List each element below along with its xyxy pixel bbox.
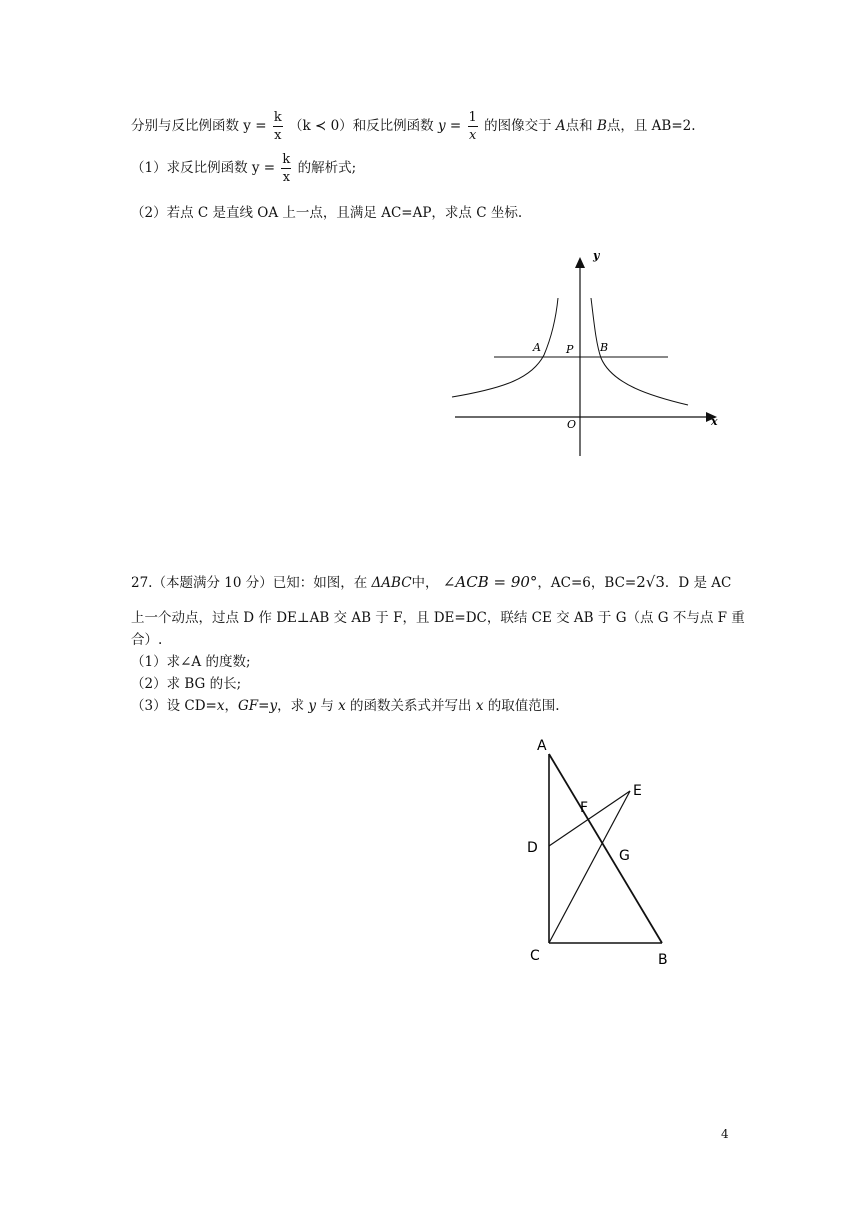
point-b-label: B xyxy=(600,341,609,354)
problem26-question1 xyxy=(131,153,356,184)
text: ，求 xyxy=(277,698,305,714)
problem27-line1 xyxy=(131,571,731,591)
angle-notation: ∠ACB = 90° xyxy=(442,573,538,591)
problem26-line1 xyxy=(131,111,696,142)
fraction-k-over-x xyxy=(281,153,291,184)
point-a-label: A xyxy=(533,341,541,354)
text: 与 xyxy=(320,698,334,714)
triangle-figure xyxy=(520,730,680,970)
variable: x xyxy=(216,698,225,714)
origin-label: O xyxy=(567,418,577,431)
variable: y xyxy=(269,698,278,714)
point-a-label: A xyxy=(537,738,547,754)
point-g-label: G xyxy=(619,848,630,864)
problem27-question2: （2）求 BG 的长; xyxy=(131,676,242,692)
point-f-label: F xyxy=(580,800,589,816)
segment: GF= xyxy=(237,698,270,714)
problem27-line3: 合）. xyxy=(131,632,163,648)
point-label: B xyxy=(596,118,607,134)
segment-de xyxy=(549,791,630,846)
problem26-question2: （2）若点 C 是直线 OA 上一点，且满足 AC=AP，求点 C 坐标. xyxy=(131,205,523,221)
bc-value: 2√3 xyxy=(636,573,665,591)
segment-ab xyxy=(549,754,662,943)
condition: （k ≺ 0） xyxy=(289,118,353,134)
y-axis-arrow xyxy=(575,257,585,268)
point-d-label: D xyxy=(527,840,538,856)
text: 27.（本题满分 10 分）已知：如图，在 xyxy=(131,575,368,591)
fraction-denominator: x xyxy=(282,170,291,185)
hyperbola-figure xyxy=(440,242,730,464)
fraction-numerator: k xyxy=(282,152,291,167)
equation-lhs: y = xyxy=(437,118,462,134)
text: 点和 xyxy=(565,118,593,134)
text: 的解析式; xyxy=(297,160,357,176)
problem27-question3 xyxy=(131,694,560,714)
text: ．D 是 AC xyxy=(664,575,732,591)
equation-lhs: y = xyxy=(243,118,267,134)
text: 点，且 AB=2. xyxy=(606,118,696,134)
fraction-denominator: x xyxy=(274,128,282,143)
x-axis-label: x xyxy=(711,415,718,428)
problem27-question1: （1）求∠A 的度数; xyxy=(131,654,251,670)
left-hyperbola xyxy=(452,298,558,397)
equation-lhs: y = xyxy=(251,160,276,176)
problem27-line2: 上一个动点，过点 D 作 DE⊥AB 交 AB 于 F，且 DE=DC，联结 CE 交 AB 于 G（点 G 不与点 F 重 xyxy=(131,610,745,626)
text: 中， xyxy=(411,575,439,591)
text: ，AC=6，BC= xyxy=(537,575,637,591)
variable: x xyxy=(475,698,484,714)
text: （3）设 CD= xyxy=(131,698,217,714)
variable: y xyxy=(308,698,317,714)
text: 的图像交于 xyxy=(484,118,552,134)
text: ， xyxy=(224,698,238,714)
text: （1）求反比例函数 xyxy=(131,160,248,176)
fraction-numerator: k xyxy=(273,110,282,125)
fraction-1-over-x xyxy=(468,111,478,142)
text: 的函数关系式并写出 xyxy=(350,698,472,714)
text: 的取值范围. xyxy=(487,698,560,714)
segment-ce xyxy=(549,791,630,943)
point-e-label: E xyxy=(633,783,642,799)
fraction-denominator: x xyxy=(468,128,477,143)
point-c-label: C xyxy=(530,948,540,964)
variable: x xyxy=(338,698,346,714)
text: 和反比例函数 xyxy=(352,118,434,134)
triangle-notation: ΔABC xyxy=(371,575,412,591)
y-axis-label: y xyxy=(593,249,600,262)
point-b-label: B xyxy=(658,952,668,968)
fraction-k-over-x xyxy=(273,111,283,142)
page-number: 4 xyxy=(721,1127,729,1141)
point-label: A xyxy=(555,118,566,134)
fraction-numerator: 1 xyxy=(468,110,477,125)
text: 分别与反比例函数 xyxy=(131,118,239,134)
point-p-label: P xyxy=(566,343,574,356)
